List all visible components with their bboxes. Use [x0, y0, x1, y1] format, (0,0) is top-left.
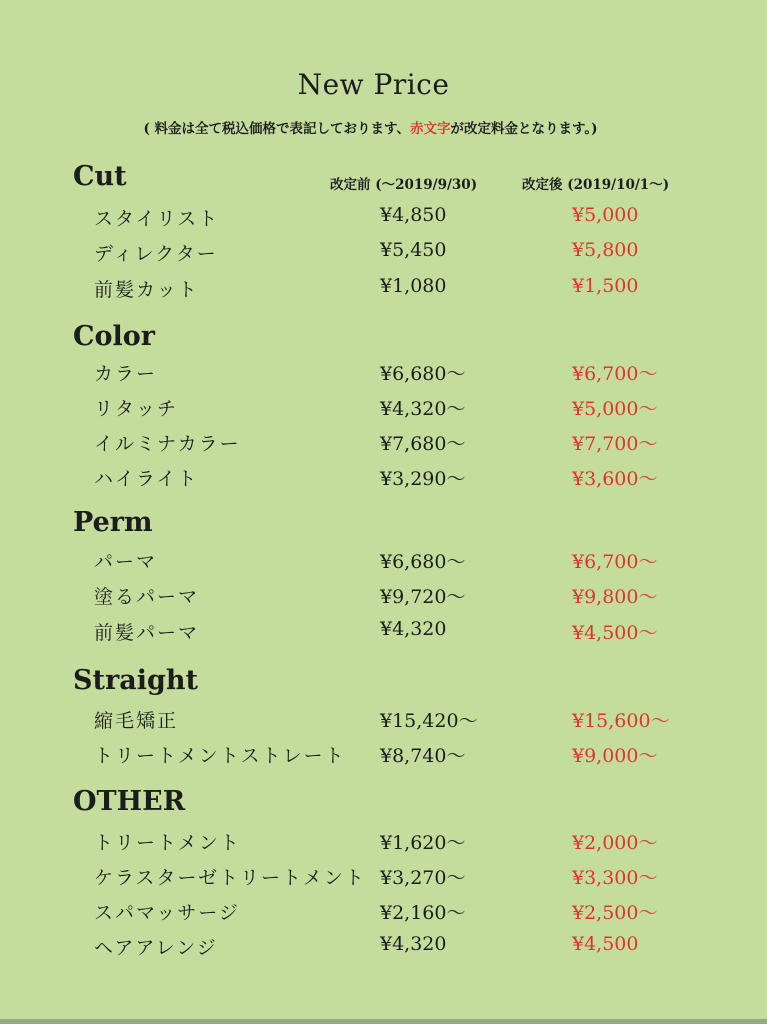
item-name: 前髪カット [94, 279, 199, 301]
old-price: ¥15,420〜 [380, 710, 478, 732]
new-price: ¥5,000 [572, 204, 639, 226]
new-price: ¥4,500 [572, 933, 639, 955]
item-name: イルミナカラー [94, 433, 241, 455]
price-row [0, 204, 767, 234]
old-price: ¥4,320〜 [380, 398, 466, 420]
new-price: ¥1,500 [572, 275, 639, 297]
price-row [0, 429, 767, 459]
price-row [0, 933, 767, 963]
section-title-cut: Cut [73, 161, 127, 192]
old-price: ¥8,740〜 [380, 745, 466, 767]
old-price: ¥4,320 [380, 618, 447, 640]
old-price: ¥6,680〜 [380, 363, 466, 385]
section-title-other: OTHER [73, 786, 186, 817]
new-price: ¥6,700〜 [572, 551, 658, 573]
item-name: ディレクター [94, 243, 218, 265]
old-price: ¥4,850 [380, 204, 447, 226]
price-row [0, 394, 767, 424]
price-row [0, 275, 767, 305]
price-row [0, 898, 767, 928]
new-price: ¥3,600〜 [572, 468, 658, 490]
old-price: ¥1,620〜 [380, 832, 466, 854]
price-row [0, 706, 767, 736]
section-title-straight: Straight [73, 665, 198, 696]
new-price: ¥5,000〜 [572, 398, 658, 420]
item-name: パーマ [94, 551, 158, 573]
new-price: ¥7,700〜 [572, 433, 658, 455]
column-header-before: 改定前 (〜2019/9/30) [330, 177, 478, 193]
old-price: ¥9,720〜 [380, 586, 466, 608]
new-price: ¥2,000〜 [572, 832, 658, 854]
new-price: ¥15,600〜 [572, 710, 670, 732]
price-row [0, 741, 767, 771]
item-name: トリートメント [94, 832, 241, 854]
price-row [0, 582, 767, 612]
old-price: ¥3,290〜 [380, 468, 466, 490]
old-price: ¥7,680〜 [380, 433, 466, 455]
item-name: ハイライト [94, 468, 199, 490]
price-row [0, 547, 767, 577]
old-price: ¥6,680〜 [380, 551, 466, 573]
old-price: ¥4,320 [380, 933, 447, 955]
item-name: ケラスターゼトリートメント [94, 867, 366, 889]
price-row [0, 828, 767, 858]
item-name: スパマッサージ [94, 902, 240, 924]
old-price: ¥3,270〜 [380, 867, 466, 889]
new-price: ¥2,500〜 [572, 902, 658, 924]
item-name: トリートメントストレート [94, 745, 346, 767]
price-row [0, 618, 767, 648]
price-note-prefix: ( 料金は全て税込価格で表記しております、 [143, 121, 410, 137]
price-row [0, 359, 767, 389]
column-header-after: 改定後 (2019/10/1〜) [522, 177, 670, 193]
old-price: ¥2,160〜 [380, 902, 466, 924]
new-price: ¥5,800 [572, 239, 639, 261]
price-note-highlight: 赤文字 [409, 121, 451, 137]
old-price: ¥5,450 [380, 239, 447, 261]
new-price: ¥4,500〜 [572, 622, 658, 644]
item-name: 前髪パーマ [94, 622, 200, 644]
item-name: 塗るパーマ [94, 586, 200, 608]
old-price: ¥1,080 [380, 275, 447, 297]
item-name: スタイリスト [94, 208, 220, 230]
new-price: ¥9,800〜 [572, 586, 658, 608]
item-name: ヘアアレンジ [94, 937, 218, 959]
price-note [0, 117, 741, 137]
section-title-color: Color [73, 321, 155, 352]
price-row [0, 464, 767, 494]
new-price: ¥3,300〜 [572, 867, 658, 889]
price-note-suffix: が改定料金となります。) [450, 121, 598, 137]
item-name: リタッチ [94, 398, 179, 420]
bottom-divider [0, 1019, 767, 1024]
price-row [0, 239, 767, 269]
new-price: ¥6,700〜 [572, 363, 658, 385]
page-title: New Price [297, 68, 450, 101]
item-name: カラー [94, 363, 158, 385]
price-row [0, 863, 767, 893]
new-price: ¥9,000〜 [572, 745, 658, 767]
item-name: 縮毛矯正 [94, 710, 179, 732]
section-title-perm: Perm [73, 507, 153, 538]
